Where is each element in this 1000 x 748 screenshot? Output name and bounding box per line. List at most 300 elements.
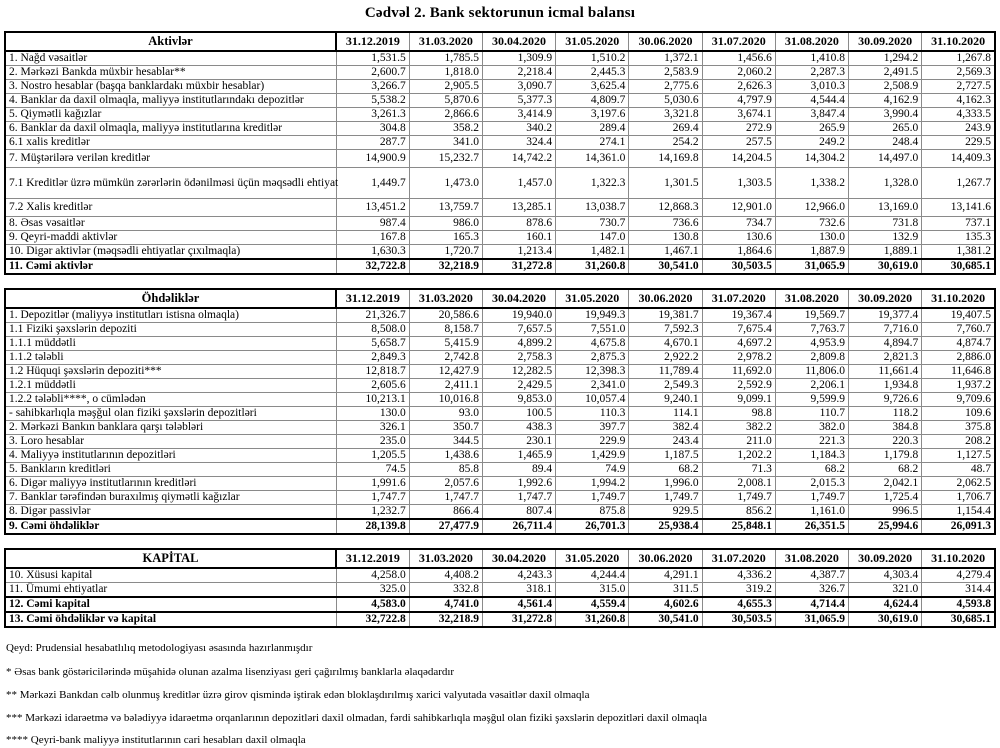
cell-value: 731.8 (849, 217, 922, 231)
cell-value: 350.7 (409, 421, 482, 435)
cell-value: 4,544.4 (775, 94, 848, 108)
cell-value: 68.2 (849, 463, 922, 477)
cell-value: 4,162.9 (849, 94, 922, 108)
cell-value: 30,619.0 (849, 612, 922, 627)
cell-value: 1,706.7 (922, 491, 995, 505)
cell-value: 26,701.3 (556, 519, 629, 534)
cell-value: 1,473.0 (409, 168, 482, 199)
cell-value: 100.5 (482, 407, 555, 421)
cell-value: 4,408.2 (409, 568, 482, 583)
header-row (5, 549, 995, 568)
cell-value: 1,937.2 (922, 379, 995, 393)
cell-value: 1,994.2 (556, 477, 629, 491)
cell-value: 287.7 (336, 136, 409, 150)
row-label: 1.2 Hüquqi şəxslərin depoziti*** (5, 365, 336, 379)
cell-value: 130.0 (336, 407, 409, 421)
cell-value: 2,218.4 (482, 66, 555, 80)
cell-value: 736.6 (629, 217, 702, 231)
column-header-date: 31.12.2019 (336, 289, 409, 308)
table-row (5, 379, 995, 393)
row-label: 5. Qiymətli kağızlar (5, 108, 336, 122)
cell-value: 325.0 (336, 583, 409, 598)
row-label: 4. Banklar da daxil olmaqla, maliyyə institutlarındakı depozitlər (5, 94, 336, 108)
cell-value: 737.1 (922, 217, 995, 231)
column-header-date: 31.07.2020 (702, 32, 775, 51)
row-label: 3. Nostro hesablar (başqa banklardakı müxbir hesablar) (5, 80, 336, 94)
row-label: 7.1 Kreditlər üzrə mümkün zərərlərin ödənilməsi üçün məqsədli ehtiyat (5, 168, 336, 199)
cell-value: 344.5 (409, 435, 482, 449)
footnote-line: Qeyd: Prudensial hesabatlılıq metodologiyası əsasında hazırlanmışdır (6, 642, 313, 654)
cell-value: 4,741.0 (409, 597, 482, 612)
cell-value: 1,322.3 (556, 168, 629, 199)
balance-tables-container (4, 31, 996, 628)
table-row (5, 393, 995, 407)
row-label: 7. Banklar tərəfindən buraxılmış qiymətli kağızlar (5, 491, 336, 505)
cell-value: 30,619.0 (849, 259, 922, 274)
cell-value: 5,030.6 (629, 94, 702, 108)
footnote-line: * Əsas bank göstəricilərində müşahidə olunan azalma lisenziyası geri çağırılmış banklarla əlaqədardır (6, 665, 455, 678)
cell-value: 93.0 (409, 407, 482, 421)
cell-value: 9,240.1 (629, 393, 702, 407)
cell-value: 14,204.5 (702, 150, 775, 168)
column-header-date: 31.05.2020 (556, 549, 629, 568)
cell-value: 3,674.1 (702, 108, 775, 122)
cell-value: 1,992.6 (482, 477, 555, 491)
header-row (5, 289, 995, 308)
cell-value: 2,057.6 (409, 477, 482, 491)
cell-value: 4,697.2 (702, 337, 775, 351)
column-header-date: 31.03.2020 (409, 549, 482, 568)
cell-value: 1,438.6 (409, 449, 482, 463)
footnote-line: *** Mərkəzi idarəetmə və bələdiyyə idarəetmə orqanlarının depozitləri daxil olmadan, fərdi sahibkarlıqla məşğul olan fiziki şəxslərin depozitləri daxil olmaqla (6, 711, 707, 724)
cell-value: 1,749.7 (629, 491, 702, 505)
cell-value: 732.6 (775, 217, 848, 231)
cell-value: 2,605.6 (336, 379, 409, 393)
cell-value: 230.1 (482, 435, 555, 449)
cell-value: 4,899.2 (482, 337, 555, 351)
cell-value: 30,685.1 (922, 612, 995, 627)
cell-value: 14,361.0 (556, 150, 629, 168)
cell-value: 220.3 (849, 435, 922, 449)
cell-value: 326.7 (775, 583, 848, 598)
cell-value: 3,090.7 (482, 80, 555, 94)
cell-value: 1,127.5 (922, 449, 995, 463)
row-label: 8. Əsas vəsaitlər (5, 217, 336, 231)
cell-value: 2,866.6 (409, 108, 482, 122)
table-row (5, 597, 995, 612)
table-row (5, 136, 995, 150)
cell-value: 3,261.3 (336, 108, 409, 122)
cell-value: 3,197.6 (556, 108, 629, 122)
row-label: 2. Mərkəzi Bankda müxbir hesablar** (5, 66, 336, 80)
table-row (5, 122, 995, 136)
row-label: - sahibkarlıqla məşğul olan fiziki şəxslərin depozitləri (5, 407, 336, 421)
cell-value: 2,886.0 (922, 351, 995, 365)
column-header-date: 31.07.2020 (702, 289, 775, 308)
cell-value: 1,294.2 (849, 51, 922, 66)
column-header-date: 30.04.2020 (482, 32, 555, 51)
table-row (5, 612, 995, 627)
cell-value: 1,996.0 (629, 477, 702, 491)
table-row (5, 199, 995, 217)
cell-value: 1,372.1 (629, 51, 702, 66)
cell-value: 1,267.7 (922, 168, 995, 199)
cell-value: 734.7 (702, 217, 775, 231)
cell-value: 11,789.4 (629, 365, 702, 379)
table-row (5, 51, 995, 66)
cell-value: 2,341.0 (556, 379, 629, 393)
cell-value: 1,747.7 (482, 491, 555, 505)
cell-value: 26,711.4 (482, 519, 555, 534)
row-label: 11. Ümumi ehtiyatlar (5, 583, 336, 598)
cell-value: 7,760.7 (922, 323, 995, 337)
cell-value: 274.1 (556, 136, 629, 150)
cell-value: 2,411.1 (409, 379, 482, 393)
cell-value: 221.3 (775, 435, 848, 449)
cell-value: 1,887.9 (775, 245, 848, 260)
section-table-2 (4, 548, 996, 628)
cell-value: 208.2 (922, 435, 995, 449)
row-label: 1. Nağd vəsaitlər (5, 51, 336, 66)
cell-value: 4,303.4 (849, 568, 922, 583)
cell-value: 1,328.0 (849, 168, 922, 199)
table-row (5, 435, 995, 449)
cell-value: 1,749.7 (556, 491, 629, 505)
cell-value: 929.5 (629, 505, 702, 520)
cell-value: 4,279.4 (922, 568, 995, 583)
cell-value: 12,966.0 (775, 199, 848, 217)
table-row (5, 108, 995, 122)
cell-value: 2,821.3 (849, 351, 922, 365)
column-header-date: 31.05.2020 (556, 289, 629, 308)
cell-value: 3,847.4 (775, 108, 848, 122)
cell-value: 375.8 (922, 421, 995, 435)
cell-value: 14,409.3 (922, 150, 995, 168)
cell-value: 147.0 (556, 231, 629, 245)
column-header-date: 30.09.2020 (849, 32, 922, 51)
cell-value: 382.2 (702, 421, 775, 435)
cell-value: 8,508.0 (336, 323, 409, 337)
row-label: 6. Digər maliyyə institutlarının kreditləri (5, 477, 336, 491)
cell-value: 5,658.7 (336, 337, 409, 351)
cell-value: 7,551.0 (556, 323, 629, 337)
cell-value: 358.2 (409, 122, 482, 136)
column-header-date: 31.03.2020 (409, 32, 482, 51)
cell-value: 25,848.1 (702, 519, 775, 534)
cell-value: 321.0 (849, 583, 922, 598)
cell-value: 211.0 (702, 435, 775, 449)
cell-value: 2,491.5 (849, 66, 922, 80)
cell-value: 15,232.7 (409, 150, 482, 168)
row-label: 1. Depozitlər (maliyyə institutları istisna olmaqla) (5, 308, 336, 323)
cell-value: 13,285.1 (482, 199, 555, 217)
cell-value: 14,304.2 (775, 150, 848, 168)
cell-value: 2,626.3 (702, 80, 775, 94)
table-row (5, 421, 995, 435)
section-header: Öhdəliklər (5, 289, 336, 308)
table-row (5, 463, 995, 477)
cell-value: 32,218.9 (409, 259, 482, 274)
cell-value: 4,602.6 (629, 597, 702, 612)
cell-value: 4,894.7 (849, 337, 922, 351)
cell-value: 2,583.9 (629, 66, 702, 80)
cell-value: 32,722.8 (336, 259, 409, 274)
cell-value: 4,258.0 (336, 568, 409, 583)
row-label: 1.2.1 müddətli (5, 379, 336, 393)
cell-value: 12,398.3 (556, 365, 629, 379)
column-header-date: 31.10.2020 (922, 289, 995, 308)
cell-value: 248.4 (849, 136, 922, 150)
cell-value: 1,154.4 (922, 505, 995, 520)
cell-value: 1,338.2 (775, 168, 848, 199)
column-header-date: 31.07.2020 (702, 549, 775, 568)
row-label: 1.1.2 tələbli (5, 351, 336, 365)
cell-value: 1,309.9 (482, 51, 555, 66)
cell-value: 878.6 (482, 217, 555, 231)
cell-value: 875.8 (556, 505, 629, 520)
cell-value: 2,809.8 (775, 351, 848, 365)
column-header-date: 31.12.2019 (336, 32, 409, 51)
cell-value: 2,905.5 (409, 80, 482, 94)
cell-value: 4,714.4 (775, 597, 848, 612)
cell-value: 243.4 (629, 435, 702, 449)
footnote-line: **** Qeyri-bank maliyyə institutlarının cari hesabları daxil olmaqla (6, 734, 306, 747)
cell-value: 1,864.6 (702, 245, 775, 260)
cell-value: 1,749.7 (775, 491, 848, 505)
cell-value: 9,726.6 (849, 393, 922, 407)
cell-value: 19,381.7 (629, 308, 702, 323)
cell-value: 4,336.2 (702, 568, 775, 583)
cell-value: 21,326.7 (336, 308, 409, 323)
cell-value: 438.3 (482, 421, 555, 435)
row-label: 11. Cəmi aktivlər (5, 259, 336, 274)
cell-value: 341.0 (409, 136, 482, 150)
cell-value: 14,169.8 (629, 150, 702, 168)
row-label: 4. Maliyyə institutlarının depozitləri (5, 449, 336, 463)
cell-value: 12,427.9 (409, 365, 482, 379)
cell-value: 1,720.7 (409, 245, 482, 260)
cell-value: 4,655.3 (702, 597, 775, 612)
cell-value: 5,870.6 (409, 94, 482, 108)
cell-value: 332.8 (409, 583, 482, 598)
column-header-date: 30.06.2020 (629, 32, 702, 51)
cell-value: 118.2 (849, 407, 922, 421)
table-row (5, 168, 995, 199)
cell-value: 2,042.1 (849, 477, 922, 491)
column-header-date: 31.12.2019 (336, 549, 409, 568)
cell-value: 235.0 (336, 435, 409, 449)
cell-value: 13,451.2 (336, 199, 409, 217)
column-header-date: 30.04.2020 (482, 549, 555, 568)
cell-value: 4,809.7 (556, 94, 629, 108)
cell-value: 2,922.2 (629, 351, 702, 365)
row-label: 13. Cəmi öhdəliklər və kapital (5, 612, 336, 627)
table-row (5, 407, 995, 421)
cell-value: 2,508.9 (849, 80, 922, 94)
cell-value: 1,303.5 (702, 168, 775, 199)
cell-value: 110.3 (556, 407, 629, 421)
cell-value: 229.5 (922, 136, 995, 150)
cell-value: 31,272.8 (482, 259, 555, 274)
cell-value: 1,301.5 (629, 168, 702, 199)
cell-value: 340.2 (482, 122, 555, 136)
cell-value: 2,775.6 (629, 80, 702, 94)
cell-value: 10,016.8 (409, 393, 482, 407)
cell-value: 1,381.2 (922, 245, 995, 260)
cell-value: 996.5 (849, 505, 922, 520)
cell-value: 31,065.9 (775, 259, 848, 274)
cell-value: 1,213.4 (482, 245, 555, 260)
cell-value: 1,179.8 (849, 449, 922, 463)
cell-value: 4,291.1 (629, 568, 702, 583)
cell-value: 68.2 (629, 463, 702, 477)
cell-value: 2,978.2 (702, 351, 775, 365)
cell-value: 26,091.3 (922, 519, 995, 534)
cell-value: 30,541.0 (629, 612, 702, 627)
cell-value: 1,482.1 (556, 245, 629, 260)
row-label: 6.1 xalis kreditlər (5, 136, 336, 150)
column-header-date: 31.08.2020 (775, 549, 848, 568)
cell-value: 5,377.3 (482, 94, 555, 108)
cell-value: 1,747.7 (409, 491, 482, 505)
cell-value: 2,569.3 (922, 66, 995, 80)
cell-value: 32,722.8 (336, 612, 409, 627)
cell-value: 3,266.7 (336, 80, 409, 94)
table-row (5, 491, 995, 505)
cell-value: 254.2 (629, 136, 702, 150)
cell-value: 1,457.0 (482, 168, 555, 199)
cell-value: 19,367.4 (702, 308, 775, 323)
cell-value: 3,625.4 (556, 80, 629, 94)
cell-value: 31,065.9 (775, 612, 848, 627)
cell-value: 269.4 (629, 122, 702, 136)
cell-value: 4,559.4 (556, 597, 629, 612)
cell-value: 1,465.9 (482, 449, 555, 463)
cell-value: 30,685.1 (922, 259, 995, 274)
cell-value: 7,763.7 (775, 323, 848, 337)
cell-value: 2,742.8 (409, 351, 482, 365)
cell-value: 19,407.5 (922, 308, 995, 323)
cell-value: 4,561.4 (482, 597, 555, 612)
cell-value: 8,158.7 (409, 323, 482, 337)
cell-value: 20,586.6 (409, 308, 482, 323)
cell-value: 5,415.9 (409, 337, 482, 351)
cell-value: 243.9 (922, 122, 995, 136)
cell-value: 2,015.3 (775, 477, 848, 491)
column-header-date: 31.03.2020 (409, 289, 482, 308)
cell-value: 4,583.0 (336, 597, 409, 612)
column-header-date: 31.10.2020 (922, 549, 995, 568)
cell-value: 1,456.6 (702, 51, 775, 66)
cell-value: 4,624.4 (849, 597, 922, 612)
row-label: 8. Digər passivlər (5, 505, 336, 520)
cell-value: 12,818.7 (336, 365, 409, 379)
column-header-date: 30.06.2020 (629, 289, 702, 308)
row-label: 12. Cəmi kapital (5, 597, 336, 612)
table-row (5, 66, 995, 80)
row-label: 1.1 Fiziki şəxslərin depoziti (5, 323, 336, 337)
cell-value: 1,531.5 (336, 51, 409, 66)
row-label: 7.2 Xalis kreditlər (5, 199, 336, 217)
cell-value: 89.4 (482, 463, 555, 477)
cell-value: 382.4 (629, 421, 702, 435)
cell-value: 74.5 (336, 463, 409, 477)
section-table-1 (4, 288, 996, 535)
cell-value: 19,949.3 (556, 308, 629, 323)
row-label: 1.1.1 müddətli (5, 337, 336, 351)
cell-value: 730.7 (556, 217, 629, 231)
cell-value: 109.6 (922, 407, 995, 421)
cell-value: 4,675.8 (556, 337, 629, 351)
table-row (5, 94, 995, 108)
cell-value: 2,060.2 (702, 66, 775, 80)
cell-value: 3,321.8 (629, 108, 702, 122)
cell-value: 9,599.9 (775, 393, 848, 407)
cell-value: 167.8 (336, 231, 409, 245)
cell-value: 13,141.6 (922, 199, 995, 217)
row-label: 3. Loro hesablar (5, 435, 336, 449)
table-row (5, 519, 995, 534)
cell-value: 130.8 (629, 231, 702, 245)
cell-value: 14,900.9 (336, 150, 409, 168)
cell-value: 165.3 (409, 231, 482, 245)
cell-value: 315.0 (556, 583, 629, 598)
cell-value: 257.5 (702, 136, 775, 150)
cell-value: 856.2 (702, 505, 775, 520)
cell-value: 4,670.1 (629, 337, 702, 351)
cell-value: 4,333.5 (922, 108, 995, 122)
cell-value: 71.3 (702, 463, 775, 477)
column-header-date: 31.08.2020 (775, 289, 848, 308)
cell-value: 2,062.5 (922, 477, 995, 491)
cell-value: 4,243.3 (482, 568, 555, 583)
cell-value: 1,510.2 (556, 51, 629, 66)
cell-value: 130.0 (775, 231, 848, 245)
footnote-line: ** Mərkəzi Bankdan cəlb olunmuş kreditlər üzrə girov qismində iştirak edən bloklaşdırılmış xarici valyutada vəsaitlər daxil olmaqla (6, 688, 590, 701)
row-label: 2. Mərkəzi Bankın banklara qarşı tələbləri (5, 421, 336, 435)
cell-value: 1,184.3 (775, 449, 848, 463)
cell-value: 1,429.9 (556, 449, 629, 463)
cell-value: 2,600.7 (336, 66, 409, 80)
cell-value: 1,467.1 (629, 245, 702, 260)
section-header: KAPİTAL (5, 549, 336, 568)
cell-value: 4,953.9 (775, 337, 848, 351)
cell-value: 110.7 (775, 407, 848, 421)
cell-value: 135.3 (922, 231, 995, 245)
cell-value: 2,287.3 (775, 66, 848, 80)
cell-value: 1,747.7 (336, 491, 409, 505)
cell-value: 114.1 (629, 407, 702, 421)
cell-value: 48.7 (922, 463, 995, 477)
cell-value: 13,759.7 (409, 199, 482, 217)
cell-value: 2,445.3 (556, 66, 629, 80)
cell-value: 1,187.5 (629, 449, 702, 463)
row-label: 10. Xüsusi kapital (5, 568, 336, 583)
cell-value: 19,377.4 (849, 308, 922, 323)
cell-value: 26,351.5 (775, 519, 848, 534)
cell-value: 11,646.8 (922, 365, 995, 379)
cell-value: 19,940.0 (482, 308, 555, 323)
cell-value: 30,503.5 (702, 612, 775, 627)
cell-value: 304.8 (336, 122, 409, 136)
cell-value: 318.1 (482, 583, 555, 598)
table-row (5, 245, 995, 260)
cell-value: 7,657.5 (482, 323, 555, 337)
cell-value: 13,169.0 (849, 199, 922, 217)
cell-value: 19,569.7 (775, 308, 848, 323)
cell-value: 249.2 (775, 136, 848, 150)
row-label: 1.2.2 tələbli****, o cümlədən (5, 393, 336, 407)
